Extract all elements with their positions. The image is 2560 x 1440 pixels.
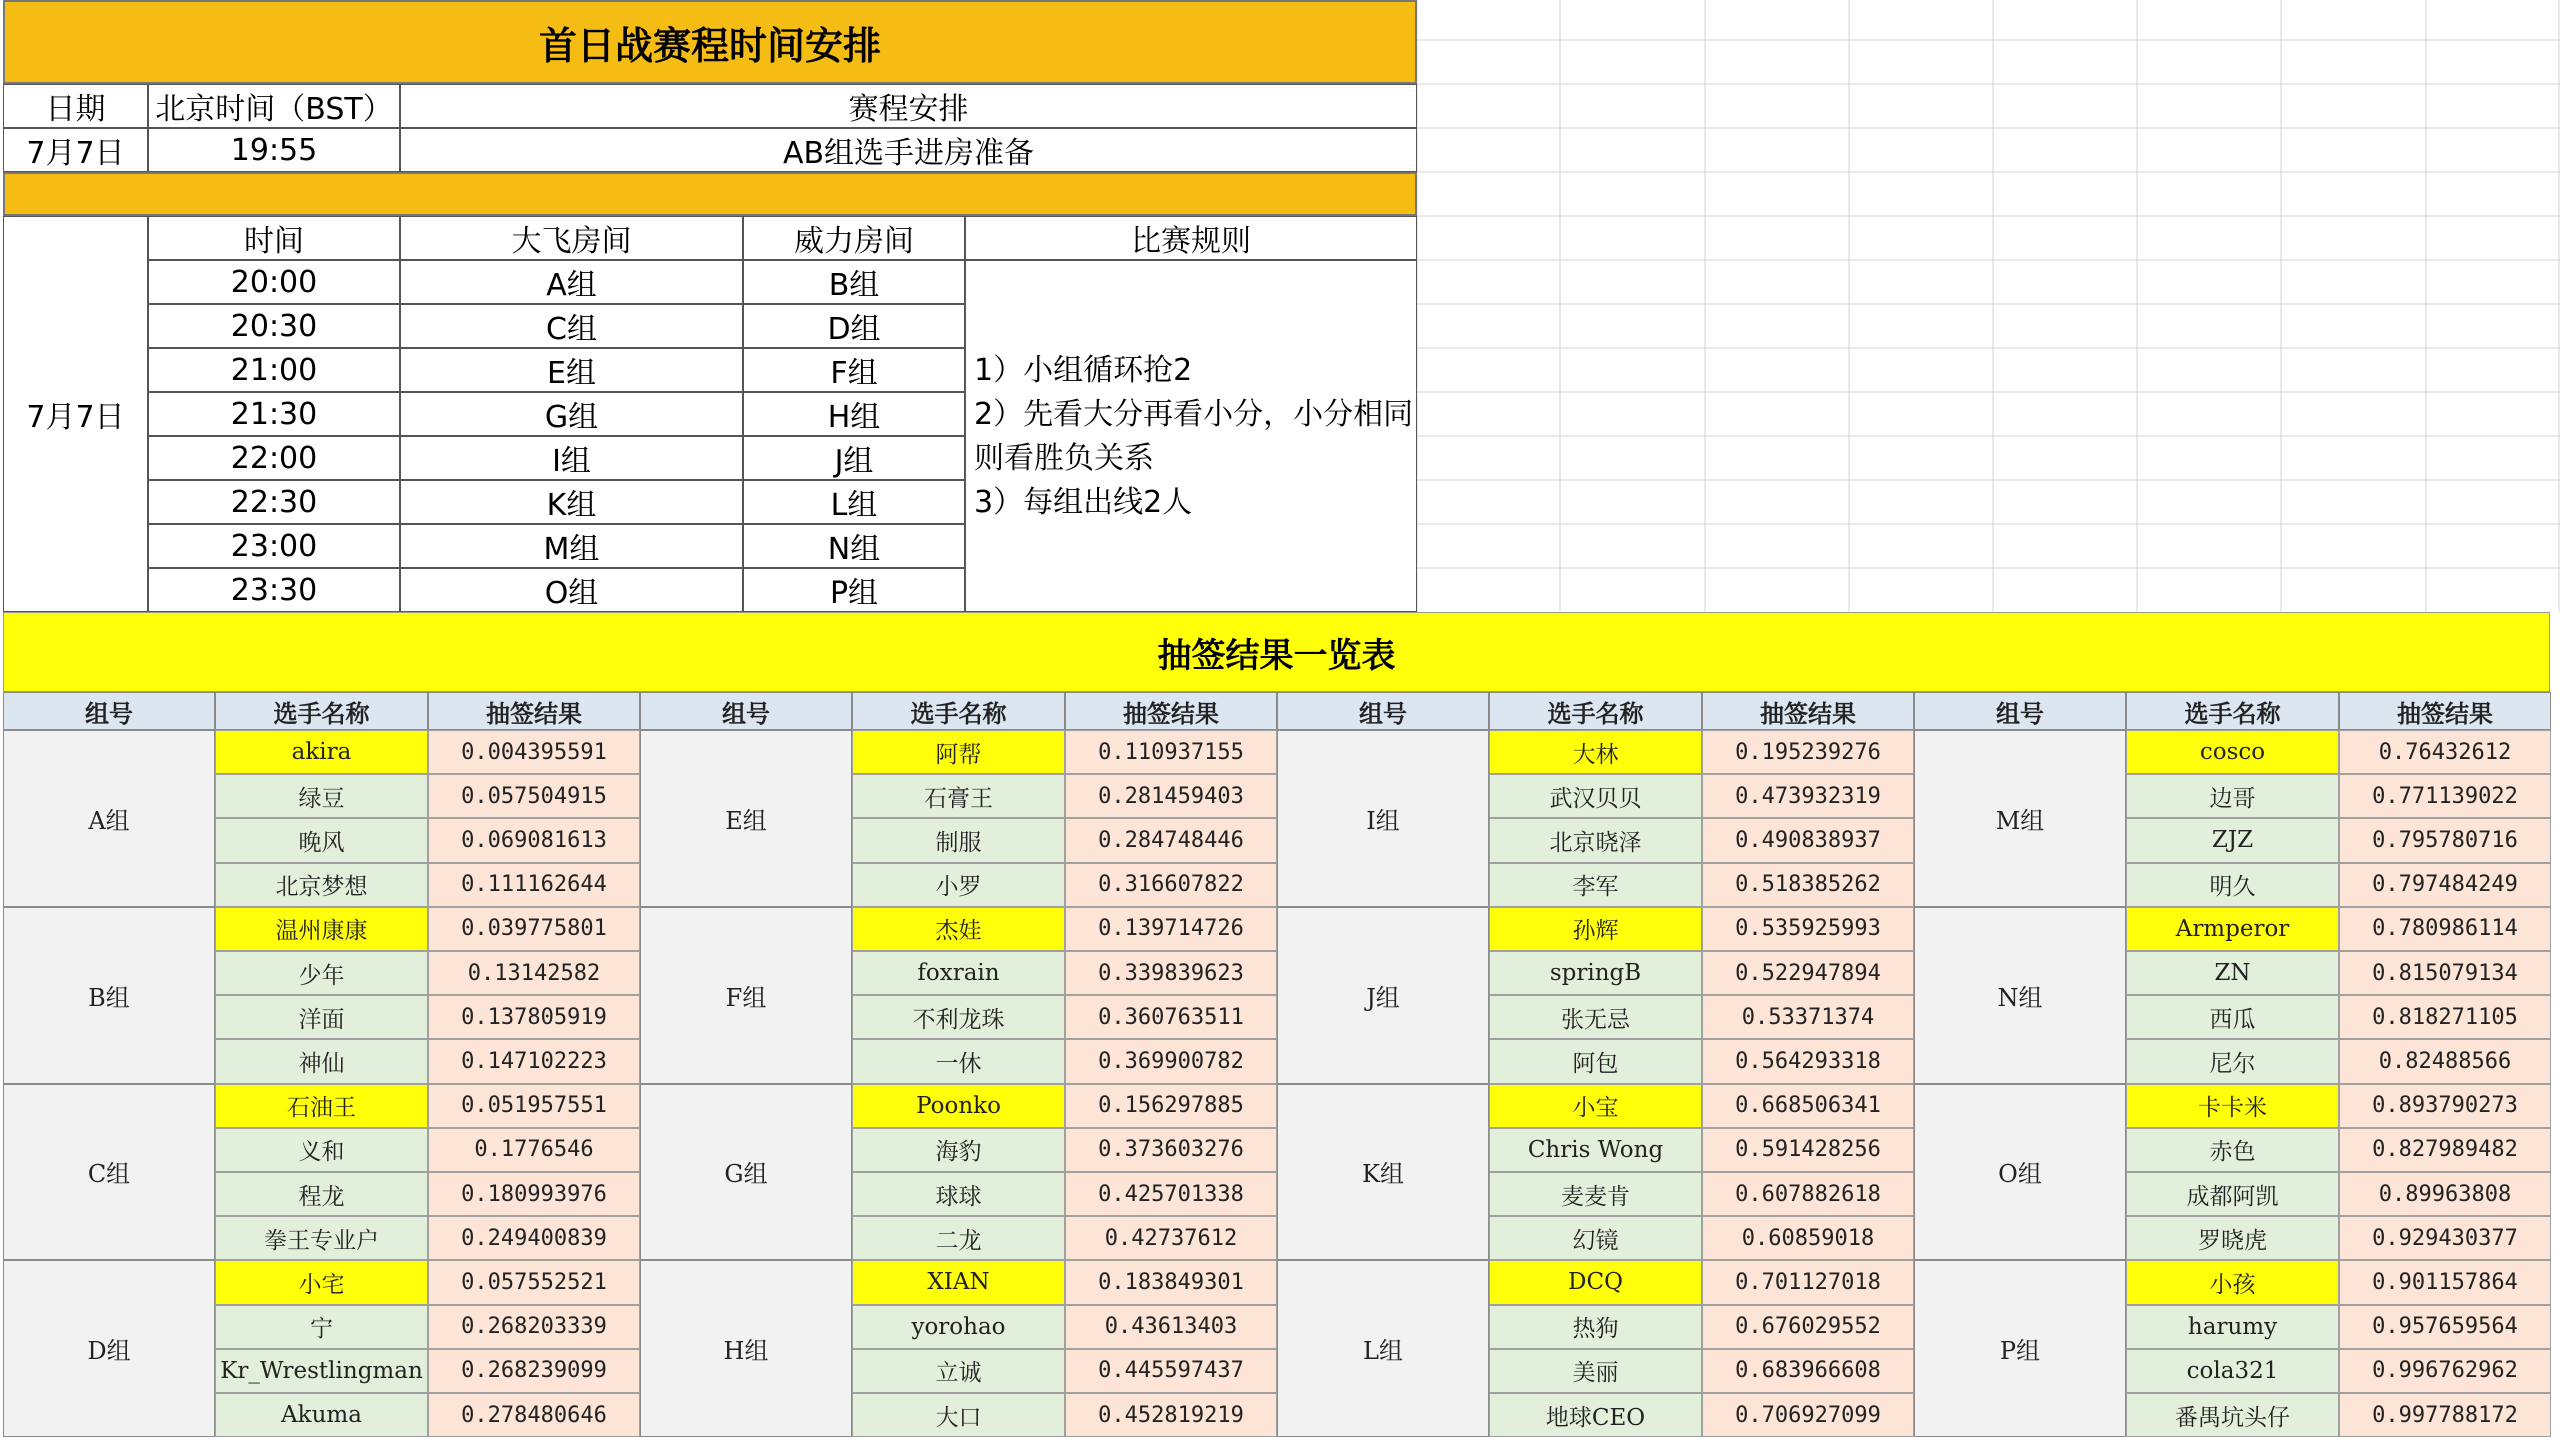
slot-time: 21:30	[148, 392, 400, 436]
player-name: 小宝	[1489, 1084, 1702, 1128]
player-name: yorohao	[852, 1305, 1065, 1349]
group-label: J组	[1277, 907, 1489, 1084]
group-label: E组	[640, 730, 852, 907]
player-name: ZJZ	[2126, 818, 2339, 862]
rule-line: 1）小组循环抢2	[974, 353, 1193, 388]
draw-result-value: 0.183849301	[1065, 1260, 1277, 1304]
prep-time: 19:55	[148, 128, 400, 172]
draw-result-value: 0.780986114	[2339, 907, 2551, 951]
header-player: 选手名称	[852, 692, 1065, 730]
player-name: 绿豆	[215, 774, 428, 818]
player-name: 幻镜	[1489, 1216, 1702, 1260]
draw-result-value: 0.996762962	[2339, 1349, 2551, 1393]
rules-cell	[965, 260, 1417, 612]
draw-result-value: 0.369900782	[1065, 1039, 1277, 1083]
draw-result-value: 0.82488566	[2339, 1039, 2551, 1083]
slot-room-a: M组	[400, 524, 743, 568]
slot-room-b: F组	[743, 348, 965, 392]
player-name: 义和	[215, 1128, 428, 1172]
slot-time: 22:00	[148, 436, 400, 480]
rule-line: 2）先看大分再看小分，小分相同	[974, 397, 1414, 432]
slot-time: 23:00	[148, 524, 400, 568]
draw-result-value: 0.284748446	[1065, 818, 1277, 862]
player-name: harumy	[2126, 1305, 2339, 1349]
draw-result-value: 0.591428256	[1702, 1128, 1914, 1172]
draw-result-value: 0.373603276	[1065, 1128, 1277, 1172]
group-label: I组	[1277, 730, 1489, 907]
draw-result-value: 0.360763511	[1065, 995, 1277, 1039]
slot-room-a: A组	[400, 260, 743, 304]
draw-result-value: 0.76432612	[2339, 730, 2551, 774]
player-name: 北京晓泽	[1489, 818, 1702, 862]
player-name: 神仙	[215, 1039, 428, 1083]
player-name: 不利龙珠	[852, 995, 1065, 1039]
slot-room-a: E组	[400, 348, 743, 392]
slot-room-b: B组	[743, 260, 965, 304]
player-name: 武汉贝贝	[1489, 774, 1702, 818]
player-name: 阿包	[1489, 1039, 1702, 1083]
player-name: akira	[215, 730, 428, 774]
player-name: 立诚	[852, 1349, 1065, 1393]
sub-header-time: 时间	[148, 216, 400, 260]
slot-room-a: O组	[400, 568, 743, 612]
draw-result-value: 0.339839623	[1065, 951, 1277, 995]
player-name: 球球	[852, 1172, 1065, 1216]
group-label: O组	[1914, 1084, 2126, 1261]
slot-room-a: K组	[400, 480, 743, 524]
draw-result-value: 0.518385262	[1702, 863, 1914, 907]
player-name: 番禺坑头仔	[2126, 1393, 2339, 1437]
group-label: H组	[640, 1260, 852, 1437]
draw-result-value: 0.156297885	[1065, 1084, 1277, 1128]
header-group: 组号	[1277, 692, 1489, 730]
group-label: B组	[3, 907, 215, 1084]
slot-room-a: C组	[400, 304, 743, 348]
player-name: 孙辉	[1489, 907, 1702, 951]
draw-result-value: 0.004395591	[428, 730, 640, 774]
header-player: 选手名称	[1489, 692, 1702, 730]
header-group: 组号	[3, 692, 215, 730]
draw-result-value: 0.827989482	[2339, 1128, 2551, 1172]
draw-result-value: 0.111162644	[428, 863, 640, 907]
player-name: Armperor	[2126, 907, 2339, 951]
player-name: 大口	[852, 1393, 1065, 1437]
draw-result-value: 0.901157864	[2339, 1260, 2551, 1304]
player-name: 洋面	[215, 995, 428, 1039]
player-name: 尼尔	[2126, 1039, 2339, 1083]
player-name: 宁	[215, 1305, 428, 1349]
draw-result-value: 0.893790273	[2339, 1084, 2551, 1128]
slot-room-b: H组	[743, 392, 965, 436]
draw-title: 抽签结果一览表	[3, 612, 2550, 692]
draw-result-value: 0.771139022	[2339, 774, 2551, 818]
player-name: 小孩	[2126, 1260, 2339, 1304]
player-name: 赤色	[2126, 1128, 2339, 1172]
draw-result-value: 0.42737612	[1065, 1216, 1277, 1260]
rule-line: 3）每组出线2人	[974, 485, 1193, 520]
draw-result-value: 0.316607822	[1065, 863, 1277, 907]
player-name: 美丽	[1489, 1349, 1702, 1393]
player-name: 小宅	[215, 1260, 428, 1304]
prep-text: AB组选手进房准备	[400, 128, 1417, 172]
draw-result-value: 0.425701338	[1065, 1172, 1277, 1216]
player-name: 少年	[215, 951, 428, 995]
draw-result-value: 0.180993976	[428, 1172, 640, 1216]
slot-time: 23:30	[148, 568, 400, 612]
draw-result-value: 0.473932319	[1702, 774, 1914, 818]
group-label: N组	[1914, 907, 2126, 1084]
header-time: 北京时间（BST）	[148, 84, 400, 128]
header-group: 组号	[1914, 692, 2126, 730]
slot-room-b: D组	[743, 304, 965, 348]
sub-header-room-a: 大飞房间	[400, 216, 743, 260]
player-name: 制服	[852, 818, 1065, 862]
draw-result-value: 0.1776546	[428, 1128, 640, 1172]
draw-result-value: 0.110937155	[1065, 730, 1277, 774]
player-name: 温州康康	[215, 907, 428, 951]
header-arrangement: 赛程安排	[400, 84, 1417, 128]
player-name: 成都阿凯	[2126, 1172, 2339, 1216]
player-name: 北京梦想	[215, 863, 428, 907]
draw-result-value: 0.249400839	[428, 1216, 640, 1260]
slot-room-a: I组	[400, 436, 743, 480]
player-name: 张无忌	[1489, 995, 1702, 1039]
slot-time: 22:30	[148, 480, 400, 524]
group-label: D组	[3, 1260, 215, 1437]
player-name: Poonko	[852, 1084, 1065, 1128]
group-label: P组	[1914, 1260, 2126, 1437]
player-name: DCQ	[1489, 1260, 1702, 1304]
slot-time: 20:00	[148, 260, 400, 304]
draw-result-value: 0.43613403	[1065, 1305, 1277, 1349]
group-label: A组	[3, 730, 215, 907]
player-name: 卡卡米	[2126, 1084, 2339, 1128]
player-name: 小罗	[852, 863, 1065, 907]
player-name: 海豹	[852, 1128, 1065, 1172]
player-name: 李军	[1489, 863, 1702, 907]
sub-header-room-b: 威力房间	[743, 216, 965, 260]
header-date: 日期	[3, 84, 148, 128]
draw-result-value: 0.069081613	[428, 818, 640, 862]
draw-result-value: 0.268239099	[428, 1349, 640, 1393]
draw-result-value: 0.683966608	[1702, 1349, 1914, 1393]
draw-result-value: 0.522947894	[1702, 951, 1914, 995]
player-name: ZN	[2126, 951, 2339, 995]
header-result: 抽签结果	[2339, 692, 2551, 730]
header-result: 抽签结果	[1065, 692, 1277, 730]
slot-room-b: L组	[743, 480, 965, 524]
draw-result-value: 0.818271105	[2339, 995, 2551, 1039]
player-name: 杰娃	[852, 907, 1065, 951]
player-name: 地球CEO	[1489, 1393, 1702, 1437]
draw-result-value: 0.53371374	[1702, 995, 1914, 1039]
draw-result-value: 0.268203339	[428, 1305, 640, 1349]
draw-result-value: 0.278480646	[428, 1393, 640, 1437]
player-name: 拳王专业户	[215, 1216, 428, 1260]
draw-result-value: 0.668506341	[1702, 1084, 1914, 1128]
player-name: 石膏王	[852, 774, 1065, 818]
group-label: L组	[1277, 1260, 1489, 1437]
player-name: cola321	[2126, 1349, 2339, 1393]
draw-result-value: 0.89963808	[2339, 1172, 2551, 1216]
draw-result-value: 0.281459403	[1065, 774, 1277, 818]
draw-result-value: 0.051957551	[428, 1084, 640, 1128]
draw-result-value: 0.60859018	[1702, 1216, 1914, 1260]
player-name: foxrain	[852, 951, 1065, 995]
player-name: cosco	[2126, 730, 2339, 774]
draw-result-value: 0.057552521	[428, 1260, 640, 1304]
day-label: 7月7日	[3, 216, 148, 612]
group-label: F组	[640, 907, 852, 1084]
player-name: 石油王	[215, 1084, 428, 1128]
player-name: 罗晓虎	[2126, 1216, 2339, 1260]
draw-result-value: 0.490838937	[1702, 818, 1914, 862]
draw-result-value: 0.195239276	[1702, 730, 1914, 774]
player-name: 边哥	[2126, 774, 2339, 818]
draw-result-value: 0.452819219	[1065, 1393, 1277, 1437]
draw-result-value: 0.676029552	[1702, 1305, 1914, 1349]
group-label: M组	[1914, 730, 2126, 907]
schedule-section	[0, 0, 1417, 615]
draw-result-value: 0.706927099	[1702, 1393, 1914, 1437]
schedule-title: 首日战赛程时间安排	[3, 0, 1417, 84]
player-name: 大林	[1489, 730, 1702, 774]
player-name: 热狗	[1489, 1305, 1702, 1349]
group-label: G组	[640, 1084, 852, 1261]
player-name: 程龙	[215, 1172, 428, 1216]
player-name: Akuma	[215, 1393, 428, 1437]
player-name: 阿帮	[852, 730, 1065, 774]
player-name: 晚风	[215, 818, 428, 862]
draw-result-value: 0.564293318	[1702, 1039, 1914, 1083]
draw-result-value: 0.057504915	[428, 774, 640, 818]
header-result: 抽签结果	[428, 692, 640, 730]
draw-result-value: 0.139714726	[1065, 907, 1277, 951]
slot-room-b: J组	[743, 436, 965, 480]
group-label: K组	[1277, 1084, 1489, 1261]
draw-result-value: 0.147102223	[428, 1039, 640, 1083]
draw-result-value: 0.607882618	[1702, 1172, 1914, 1216]
draw-result-value: 0.039775801	[428, 907, 640, 951]
draw-result-value: 0.137805919	[428, 995, 640, 1039]
draw-result-value: 0.997788172	[2339, 1393, 2551, 1437]
draw-result-value: 0.795780716	[2339, 818, 2551, 862]
group-label: C组	[3, 1084, 215, 1261]
draw-result-value: 0.701127018	[1702, 1260, 1914, 1304]
slot-time: 20:30	[148, 304, 400, 348]
player-name: Kr_Wrestlingman	[215, 1349, 428, 1393]
header-player: 选手名称	[2126, 692, 2339, 730]
draw-result-value: 0.797484249	[2339, 863, 2551, 907]
rule-line: 则看胜负关系	[974, 441, 1154, 476]
header-group: 组号	[640, 692, 852, 730]
player-name: springB	[1489, 951, 1702, 995]
player-name: 西瓜	[2126, 995, 2339, 1039]
player-name: 二龙	[852, 1216, 1065, 1260]
draw-result-value: 0.815079134	[2339, 951, 2551, 995]
draw-result-value: 0.13142582	[428, 951, 640, 995]
player-name: 一休	[852, 1039, 1065, 1083]
header-player: 选手名称	[215, 692, 428, 730]
header-result: 抽签结果	[1702, 692, 1914, 730]
prep-date: 7月7日	[3, 128, 148, 172]
player-name: XIAN	[852, 1260, 1065, 1304]
player-name: 麦麦肯	[1489, 1172, 1702, 1216]
draw-result-value: 0.535925993	[1702, 907, 1914, 951]
divider-bar	[3, 172, 1417, 216]
slot-time: 21:00	[148, 348, 400, 392]
draw-result-value: 0.929430377	[2339, 1216, 2551, 1260]
sub-header-rules: 比赛规则	[965, 216, 1417, 260]
draw-result-value: 0.957659564	[2339, 1305, 2551, 1349]
player-name: Chris Wong	[1489, 1128, 1702, 1172]
slot-room-b: N组	[743, 524, 965, 568]
draw-result-value: 0.445597437	[1065, 1349, 1277, 1393]
player-name: 明久	[2126, 863, 2339, 907]
slot-room-a: G组	[400, 392, 743, 436]
slot-room-b: P组	[743, 568, 965, 612]
